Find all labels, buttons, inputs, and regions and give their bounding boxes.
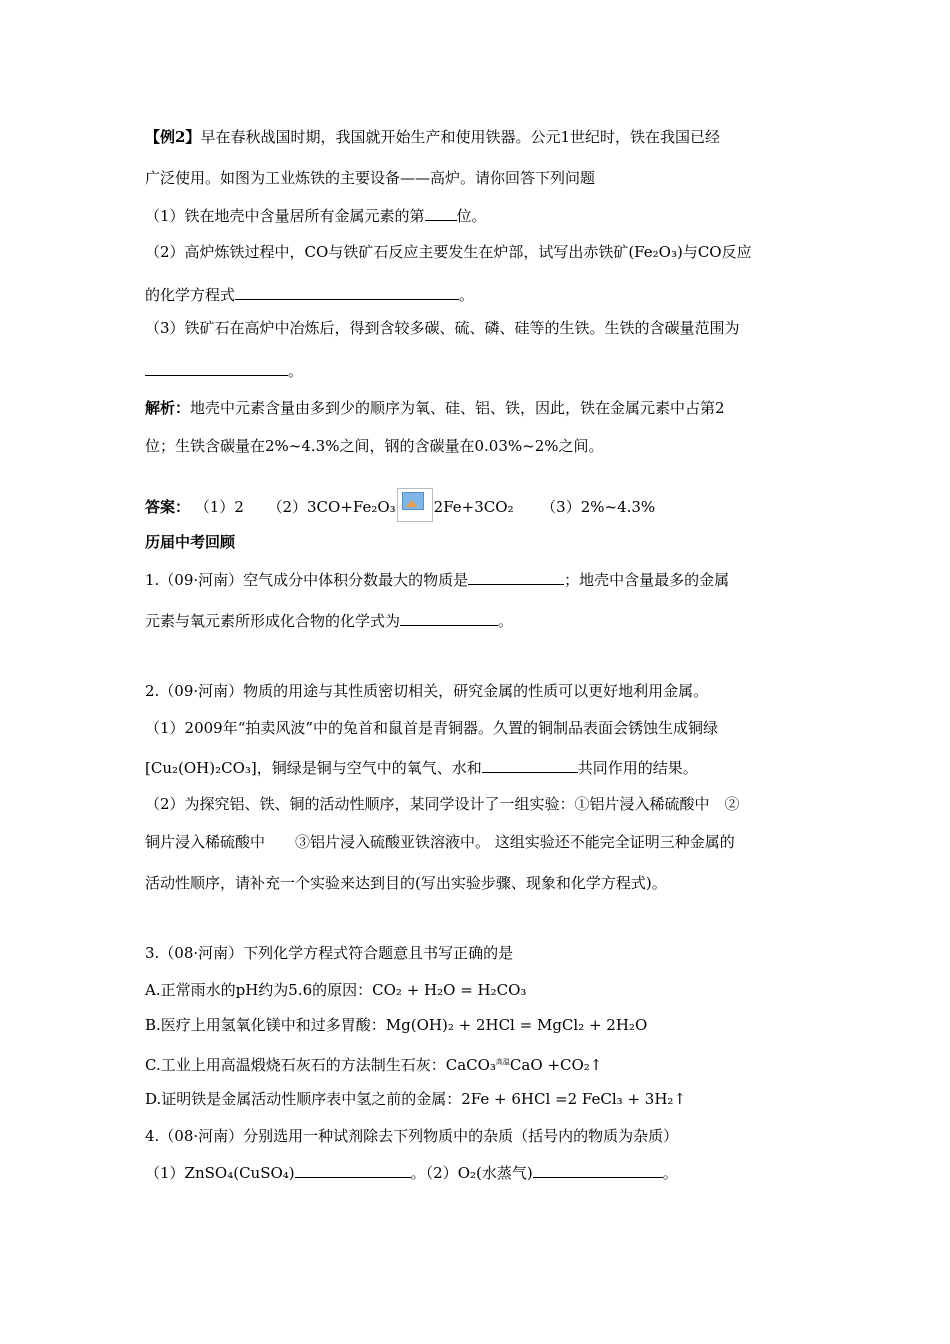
option-c-text: C.工业上用高温煅烧石灰石的方法制生石灰：CaCO₃	[145, 1056, 496, 1074]
option-c-condition: 高温	[495, 1058, 510, 1066]
p1-text-4: 。	[498, 612, 514, 630]
p1-text-1: 1.（09·河南）空气成分中体积分数最大的物质是	[145, 571, 469, 589]
p2-text-3-end: 共同作用的结果。	[577, 759, 698, 777]
problem-3-stem: 3.（08·河南）下列化学方程式符合题意且书写正确的是	[145, 944, 514, 962]
p4-blank-2	[533, 1162, 663, 1178]
analysis-label: 解析：	[145, 399, 191, 417]
example-tag: 【例2】	[145, 128, 201, 146]
problem-2-line-1: 2.（09·河南）物质的用途与其性质密切相关，研究金属的性质可以更好地利用金属。	[145, 682, 709, 700]
problem-3-option-b: B.医疗上用氢氧化镁中和过多胃酸：Mg(OH)₂ + 2HCl = MgCl₂ + 2H₂O	[145, 1016, 648, 1034]
answer-1: （1）2	[194, 498, 244, 516]
p2-text-3: [Cu₂(OH)₂CO₃]，铜绿是铜与空气中的氧气、水和	[145, 759, 482, 777]
q1-text-end: 位。	[456, 207, 487, 225]
p4-q1-end: 。	[410, 1164, 426, 1182]
example-question-2-line-2	[145, 284, 474, 305]
answer-label: 答案：	[145, 498, 191, 516]
q1-blank	[425, 205, 457, 221]
problem-4-stem: 4.（08·河南）分别选用一种试剂除去下列物质中的杂质（括号内的物质为杂质）	[145, 1127, 679, 1145]
example-question-3-line-1: （3）铁矿石在高炉中冶炼后，得到含较多碳、硫、磷、硅等的生铁。生铁的含碳量范围为	[145, 319, 740, 337]
problem-1-line-1	[145, 569, 729, 590]
answer-2-pre: （2）3CO+Fe₂O₃	[267, 498, 396, 516]
example-question-2-line-1: （2）高炉炼铁过程中，CO与铁矿石反应主要发生在炉部，试写出赤铁矿(Fe₂O₃)与CO反应	[145, 243, 752, 261]
p2-blank	[482, 757, 578, 773]
problem-2-line-2: （1）2009年“拍卖风波”中的兔首和鼠首是青铜器。久置的铜制品表面会锈蚀生成铜绿	[145, 719, 719, 737]
q3-text-end: 。	[288, 362, 304, 380]
q1-text: （1）铁在地壳中含量居所有金属元素的第	[145, 207, 425, 225]
example-line-2: 广泛使用。如图为工业炼铁的主要设备——高炉。请你回答下列问题	[145, 169, 596, 187]
analysis-line-1	[145, 398, 725, 418]
answer-line	[145, 488, 655, 522]
q2-text-end: 。	[459, 286, 475, 304]
q2-blank	[235, 284, 459, 300]
example-question-3-line-2	[145, 360, 303, 381]
example-question-1	[145, 205, 487, 226]
problem-1-line-2	[145, 610, 513, 631]
p4-q2-text: （2）O₂(水蒸气)	[425, 1164, 533, 1182]
broken-image-icon	[397, 488, 433, 522]
p1-text-3: 元素与氧元素所形成化合物的化学式为	[145, 612, 401, 630]
p1-blank-1	[468, 569, 564, 585]
answer-2-post: 2Fe+3CO₂	[433, 498, 514, 516]
answer-3: （3）2%~4.3%	[541, 498, 656, 516]
problem-4-questions	[145, 1162, 678, 1183]
p4-blank-1	[295, 1162, 411, 1178]
section-title: 历届中考回顾	[145, 533, 236, 551]
option-c-text-end: CaO +CO₂↑	[509, 1056, 603, 1074]
problem-2-line-4: （2）为探究铝、铁、铜的活动性顺序，某同学设计了一组实验：①铝片浸入稀硫酸中 ②	[145, 795, 740, 813]
problem-2-line-6: 活动性顺序，请补充一个实验来达到目的(写出实验步骤、现象和化学方程式)。	[145, 874, 667, 892]
q2-text: 的化学方程式	[145, 286, 236, 304]
problem-3-option-a: A.正常雨水的pH约为5.6的原因：CO₂ + H₂O = H₂CO₃	[145, 981, 527, 999]
q3-blank	[145, 360, 288, 376]
example-line-1	[145, 127, 720, 147]
analysis-text-1: 地壳中元素含量由多到少的顺序为氧、硅、铝、铁，因此，铁在金属元素中占第2	[190, 399, 725, 417]
problem-3-option-c	[145, 1052, 602, 1075]
analysis-line-2: 位；生铁含碳量在2%~4.3%之间，钢的含碳量在0.03%~2%之间。	[145, 437, 604, 455]
p4-q2-end: 。	[662, 1164, 678, 1182]
problem-2-line-5: 铜片浸入稀硫酸中 ③铝片浸入硫酸亚铁溶液中。 这组实验还不能完全证明三种金属的	[145, 833, 735, 851]
p1-text-2: ；地壳中含量最多的金属	[564, 571, 730, 589]
problem-3-option-d: D.证明铁是金属活动性顺序表中氢之前的金属：2Fe + 6HCl =2 FeCl₃ + 3H₂↑	[145, 1090, 686, 1108]
p1-blank-2	[400, 610, 498, 626]
problem-2-line-3	[145, 757, 698, 778]
p4-q1-text: （1）ZnSO₄(CuSO₄)	[145, 1164, 295, 1182]
example-text-1: 早在春秋战国时期，我国就开始生产和使用铁器。公元1世纪时，铁在我国已经	[200, 128, 720, 146]
